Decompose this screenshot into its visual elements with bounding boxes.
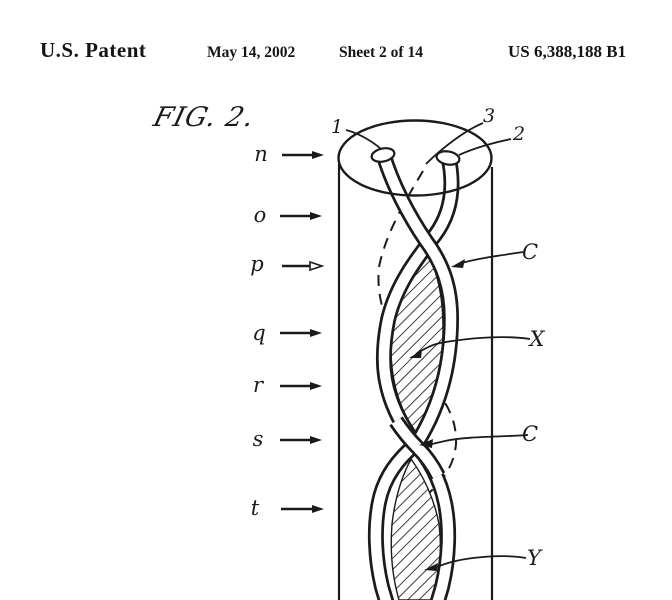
ref-letter-n: n <box>254 142 268 166</box>
figure-label: FIG. 2. <box>150 102 258 133</box>
ref-letter-c-lower: C <box>521 422 539 446</box>
ref-letter-s: s <box>252 427 264 451</box>
outer-tube-top-ellipse <box>339 121 492 196</box>
ref-letter-y: Y <box>527 546 541 570</box>
ref-letter-r: r <box>252 373 264 397</box>
ref-letter-x: X <box>529 327 545 351</box>
ref-letter-q: q <box>252 321 266 345</box>
ref-letter-c-upper: C <box>521 240 539 264</box>
ref-number-2: 2 <box>512 123 526 145</box>
left-pointer-arrows <box>280 151 324 513</box>
patent-header-date: May 14, 2002 <box>207 44 296 61</box>
patent-header-sheet: Sheet 2 of 14 <box>339 44 423 61</box>
leader-c-upper <box>458 252 523 264</box>
ref-letter-o: o <box>253 203 267 227</box>
ref-letter-p: p <box>250 252 264 276</box>
patent-header-number: US 6,388,188 B1 <box>508 42 627 61</box>
arrowhead-c-upper <box>451 259 465 268</box>
ref-number-3: 3 <box>482 105 496 127</box>
ref-number-1: 1 <box>330 116 344 138</box>
leader-c-lower <box>432 435 528 444</box>
leader-ref1 <box>346 130 381 149</box>
ref-letter-t: t <box>250 496 260 520</box>
patent-header-title: U.S. Patent <box>40 38 147 62</box>
